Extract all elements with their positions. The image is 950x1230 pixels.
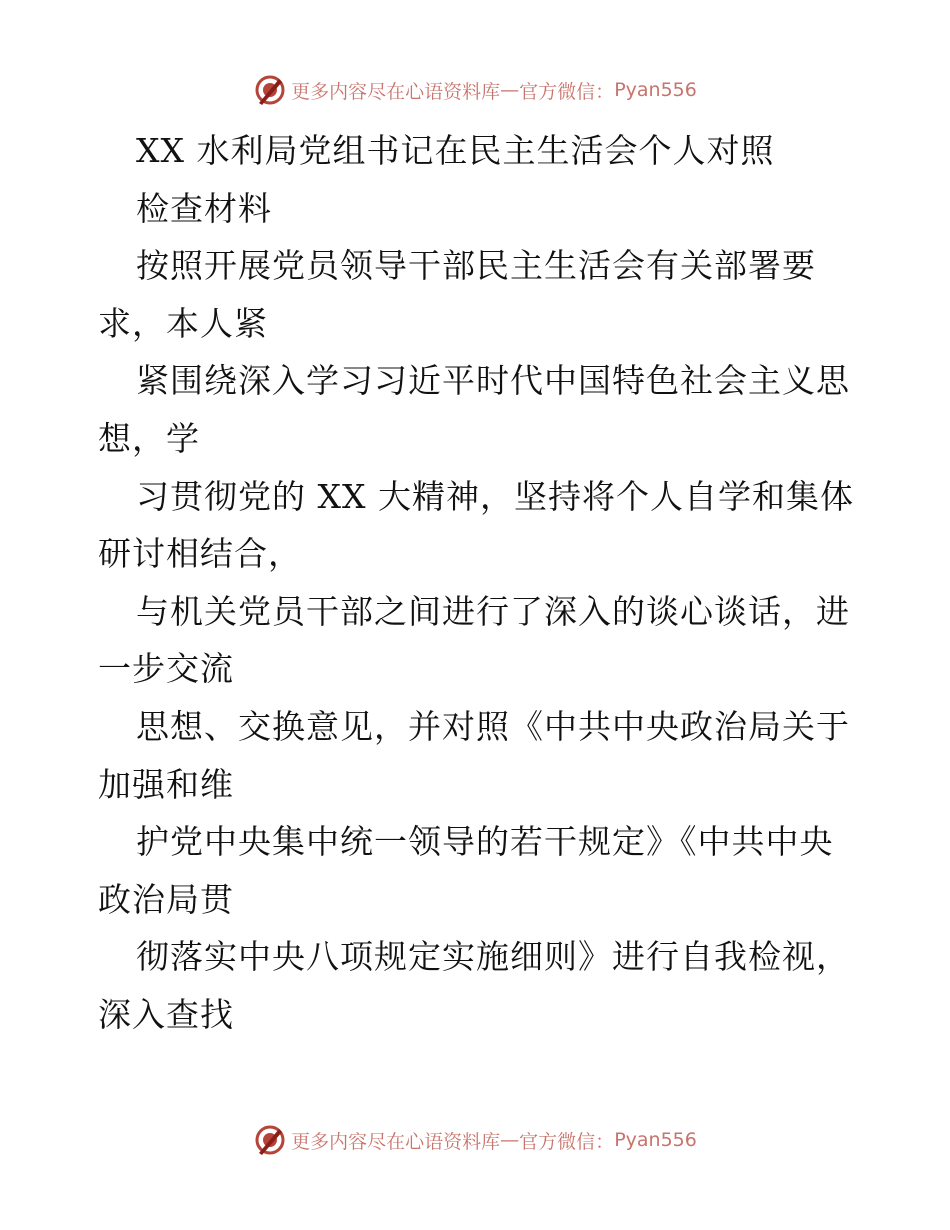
paragraph-line: 加强和维: [98, 764, 234, 804]
paragraph-line: 紧围绕深入学习习近平时代中国特色社会主义思: [136, 361, 850, 401]
header-watermark: [0, 70, 950, 110]
paragraph-line: 求，本人紧: [98, 303, 268, 343]
watermark-official: 官方微信：: [519, 80, 615, 103]
title-line-1: XX 水利局党组书记在民主生活会个人对照: [136, 131, 775, 170]
footer-watermark: [0, 1120, 950, 1160]
paragraph-line: 深入查找: [98, 994, 234, 1034]
watermark-text: 更多内容尽在心语资料库: [291, 80, 501, 103]
paragraph-line: 想，学: [98, 418, 200, 458]
quill-seal-icon: [253, 1123, 287, 1157]
watermark-id: Pyan556: [614, 79, 697, 101]
quill-seal-icon: [253, 73, 287, 107]
paragraph-line: 与机关党员干部之间进行了深入的谈心谈话，进: [136, 591, 850, 631]
watermark-text: 更多内容尽在心语资料库: [291, 1130, 501, 1153]
title-line-2: 检查材料: [136, 188, 272, 228]
paragraph-line: 研讨相结合，: [98, 534, 302, 574]
paragraph-line: 一步交流: [98, 649, 234, 689]
watermark-dash: —: [500, 1129, 520, 1151]
watermark-dash: —: [500, 79, 520, 101]
paragraph-line: 习贯彻党的 XX 大精神，坚持将个人自学和集体: [136, 476, 854, 516]
paragraph-line: 政治局贯: [98, 879, 234, 919]
paragraph-line: 护党中央集中统一领导的若干规定》《中共中央: [136, 822, 834, 862]
paragraph-line: 按照开展党员领导干部民主生活会有关部署要: [136, 246, 816, 286]
watermark-official: 官方微信：: [519, 1130, 615, 1153]
paragraph-line: 思想、交换意见，并对照《中共中央政治局关于: [136, 706, 850, 746]
watermark-id: Pyan556: [614, 1129, 697, 1151]
document-body: [98, 122, 858, 1044]
paragraph-line: 彻落实中央八项规定实施细则》进行自我检视，: [136, 937, 850, 977]
